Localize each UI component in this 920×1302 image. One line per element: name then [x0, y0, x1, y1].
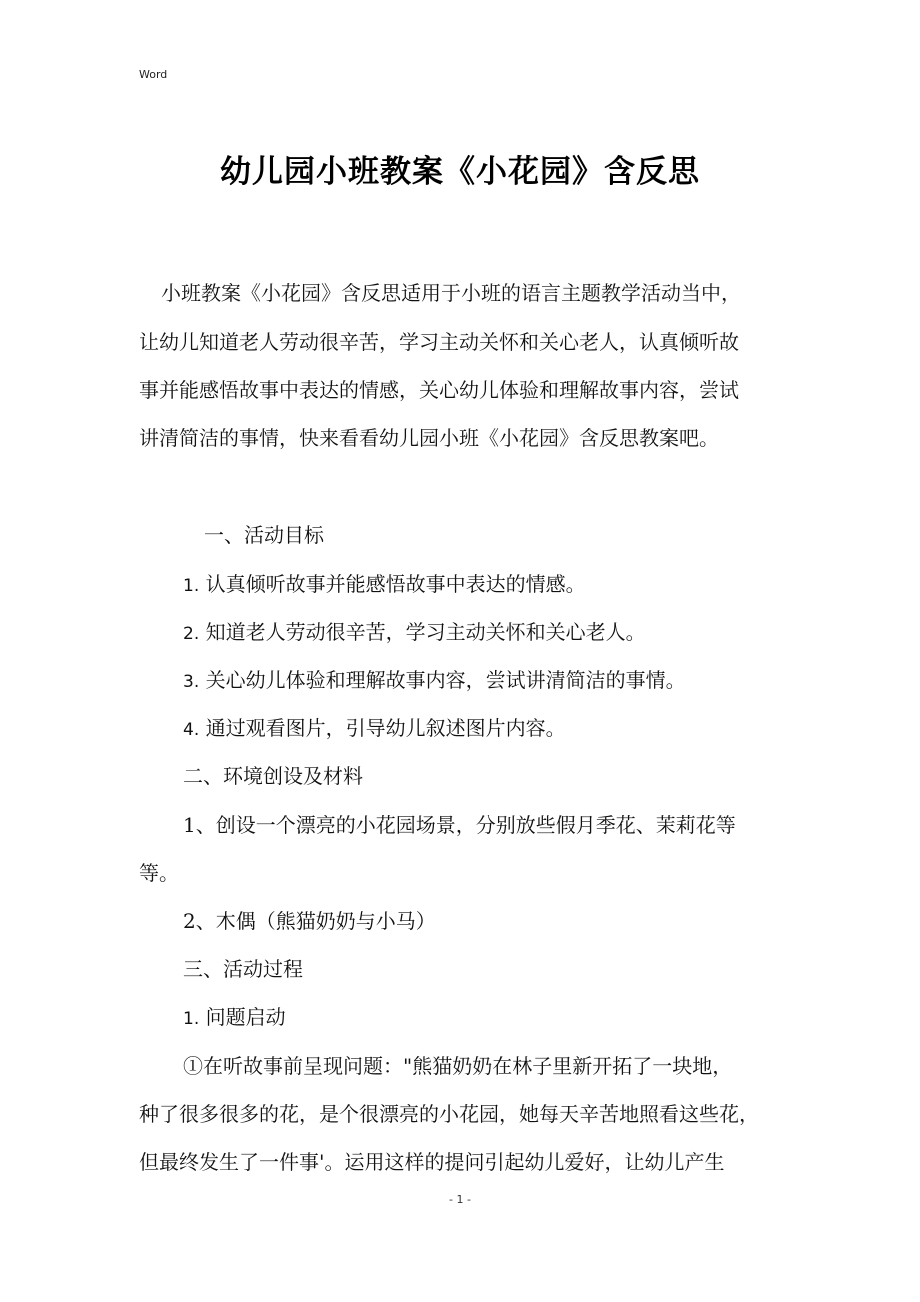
- goal-item: [183, 620, 646, 646]
- goal-item: [183, 716, 566, 742]
- intro-line: 让幼儿知道老人劳动很辛苦，学习主动关怀和关心老人，认真倾听故: [139, 330, 739, 354]
- goal-text: 通过观看图片，引导幼儿叙述图片内容。: [205, 716, 566, 740]
- goal-item: [183, 668, 686, 694]
- material-item: 2、木偶（熊猫奶奶与小马）: [183, 909, 436, 933]
- process-paragraph-line: 种了很多很多的花，是个很漂亮的小花园，她每天辛苦地照看这些花，: [139, 1102, 759, 1126]
- process-number: 1.: [183, 1009, 200, 1029]
- goal-text: 认真倾听故事并能感悟故事中表达的情感。: [205, 572, 586, 596]
- section-heading: 三、活动过程: [183, 957, 303, 981]
- material-item-line: 等。: [139, 861, 179, 885]
- material-item-line: 1、创设一个漂亮的小花园场景，分别放些假月季花、茉莉花等: [183, 813, 736, 837]
- goal-number: 2.: [183, 624, 200, 644]
- page-number: - 1 -: [449, 1193, 471, 1206]
- process-text: 问题启动: [205, 1005, 286, 1029]
- section-heading: 二、环境创设及材料: [183, 764, 363, 788]
- section-heading: 一、活动目标: [204, 523, 324, 547]
- goal-item: [183, 572, 586, 598]
- process-paragraph-line: ①在听故事前呈现问题："熊猫奶奶在林子里新开拓了一块地，: [183, 1054, 733, 1078]
- goal-text: 知道老人劳动很辛苦，学习主动关怀和关心老人。: [205, 620, 646, 644]
- intro-line: 讲清简洁的事情，快来看看幼儿园小班《小花园》含反思教案吧。: [139, 426, 719, 450]
- document-title: 幼儿园小班教案《小花园》含反思: [220, 154, 700, 190]
- process-subheading: [183, 1005, 286, 1031]
- goal-number: 3.: [183, 672, 200, 692]
- process-paragraph-line: 但最终发生了一件事'。运用这样的提问引起幼儿爱好，让幼儿产生: [139, 1150, 725, 1174]
- goal-number: 4.: [183, 720, 200, 740]
- goal-text: 关心幼儿体验和理解故事内容，尝试讲清简洁的事情。: [205, 668, 686, 692]
- document-header-label: Word: [139, 68, 168, 81]
- intro-line: 事并能感悟故事中表达的情感，关心幼儿体验和理解故事内容，尝试: [139, 378, 739, 402]
- goal-number: 1.: [183, 576, 200, 596]
- intro-line: 小班教案《小花园》含反思适用于小班的语言主题教学活动当中，: [161, 281, 741, 305]
